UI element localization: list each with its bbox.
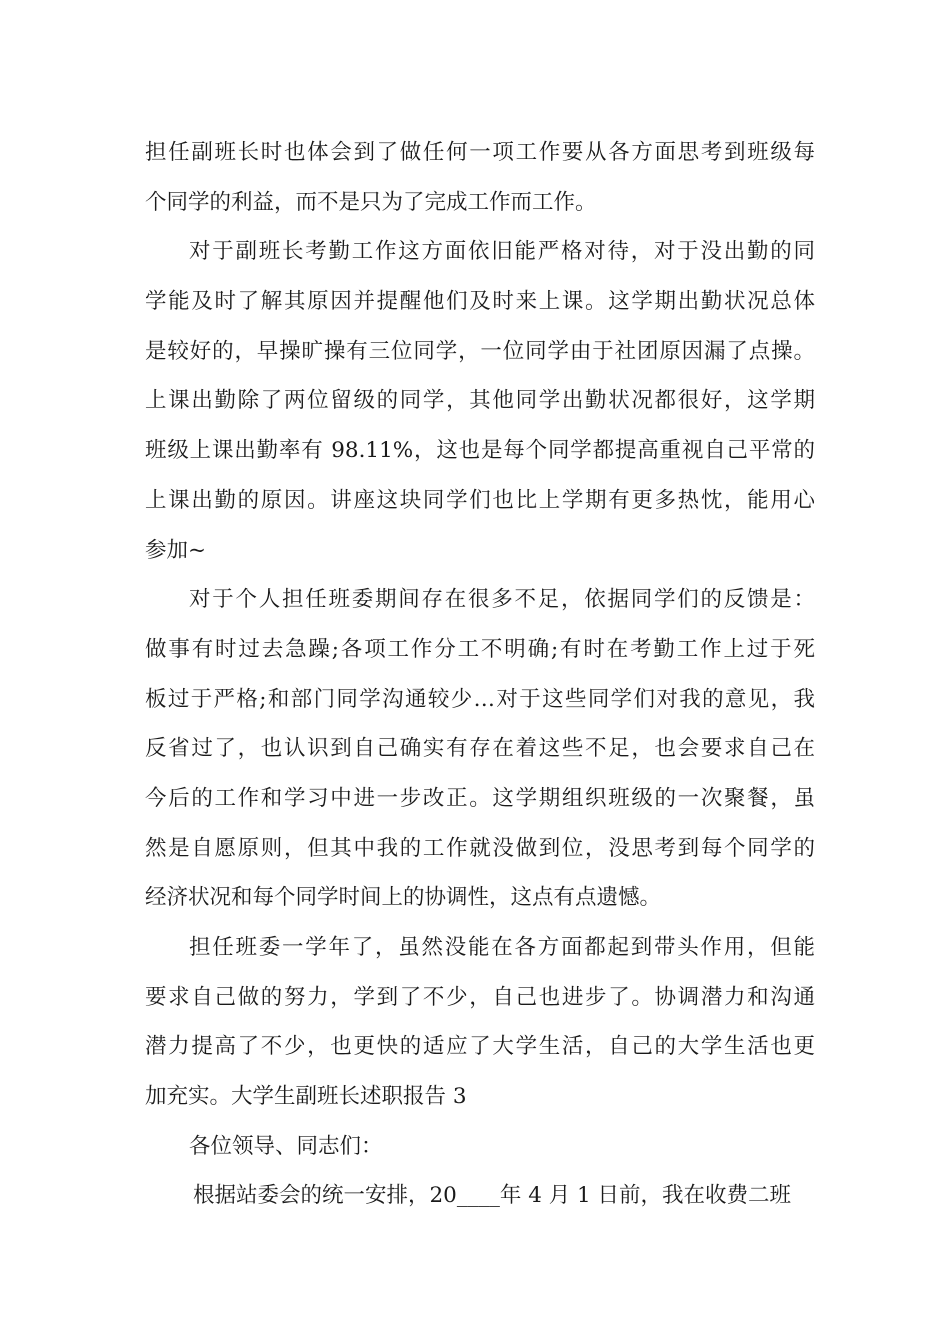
salutation: 各位领导、同志们： — [189, 1133, 383, 1159]
paragraph-5 — [145, 1122, 815, 1172]
text-line: 对于个人担任班委期间存在很多不足，依据同学们的反馈是： — [189, 587, 815, 613]
paragraph-4 — [145, 923, 815, 1122]
text-line: 潜力提高了不少，也更快的适应了大学生活，自己的大学生活也更 — [145, 1034, 815, 1060]
text-line: 担任班委一学年了，虽然没能在各方面都起到带头作用，但能 — [189, 935, 815, 960]
text-line: 反省过了，也认识到自己确实有存在着这些不足，也会要求自己在 — [145, 736, 815, 762]
text-line: 要求自己做的努力，学到了不少，自己也进步了。协调潜力和沟通 — [145, 984, 815, 1010]
text-line: 今后的工作和学习中进一步改正。这学期组织班级的一次聚餐，虽 — [145, 785, 815, 811]
text-line: 然是自愿原则，但其中我的工作就没做到位，没思考到每个同学的 — [145, 835, 815, 861]
document-body — [145, 128, 815, 1221]
text-line: 担任副班长时也体会到了做任何一项工作要从各方面思考到班级每 — [145, 140, 815, 165]
paragraph-3 — [145, 575, 815, 923]
text-line: 根据站委会的统一安排，20____年 4 月 1 日前，我在收费二班 — [193, 1183, 792, 1209]
paragraph-6 — [145, 1171, 815, 1221]
paragraph-1 — [145, 128, 815, 227]
text-line: 上课出勤的原因。讲座这块同学们也比上学期有更多热忱，能用心 — [145, 487, 815, 513]
text-line: 是较好的，早操旷操有三位同学，一位同学由于社团原因漏了点操。 — [145, 338, 815, 364]
text-line: 参加~ — [145, 537, 207, 563]
text-line: 对于副班长考勤工作这方面依旧能严格对待，对于没出勤的同 — [189, 239, 815, 265]
text-line: 做事有时过去急躁;各项工作分工不明确;有时在考勤工作上过于死 — [145, 636, 815, 662]
paragraph-2 — [145, 227, 815, 575]
text-line: 个同学的利益，而不是只为了完成工作而工作。 — [145, 189, 597, 215]
section-heading-line: 加充实。大学生副班长述职报告 3 — [145, 1084, 467, 1110]
text-line: 经济状况和每个同学时间上的协调性，这点有点遗憾。 — [145, 885, 662, 911]
text-line: 上课出勤除了两位留级的同学，其他同学出勤状况都很好，这学期 — [145, 388, 815, 414]
text-line: 班级上课出勤率有 98.11%，这也是每个同学都提高重视自己平常的 — [145, 438, 815, 464]
text-line: 学能及时了解其原因并提醒他们及时来上课。这学期出勤状况总体 — [145, 289, 815, 315]
text-line: 板过于严格;和部门同学沟通较少…对于这些同学们对我的意见，我 — [145, 686, 815, 712]
